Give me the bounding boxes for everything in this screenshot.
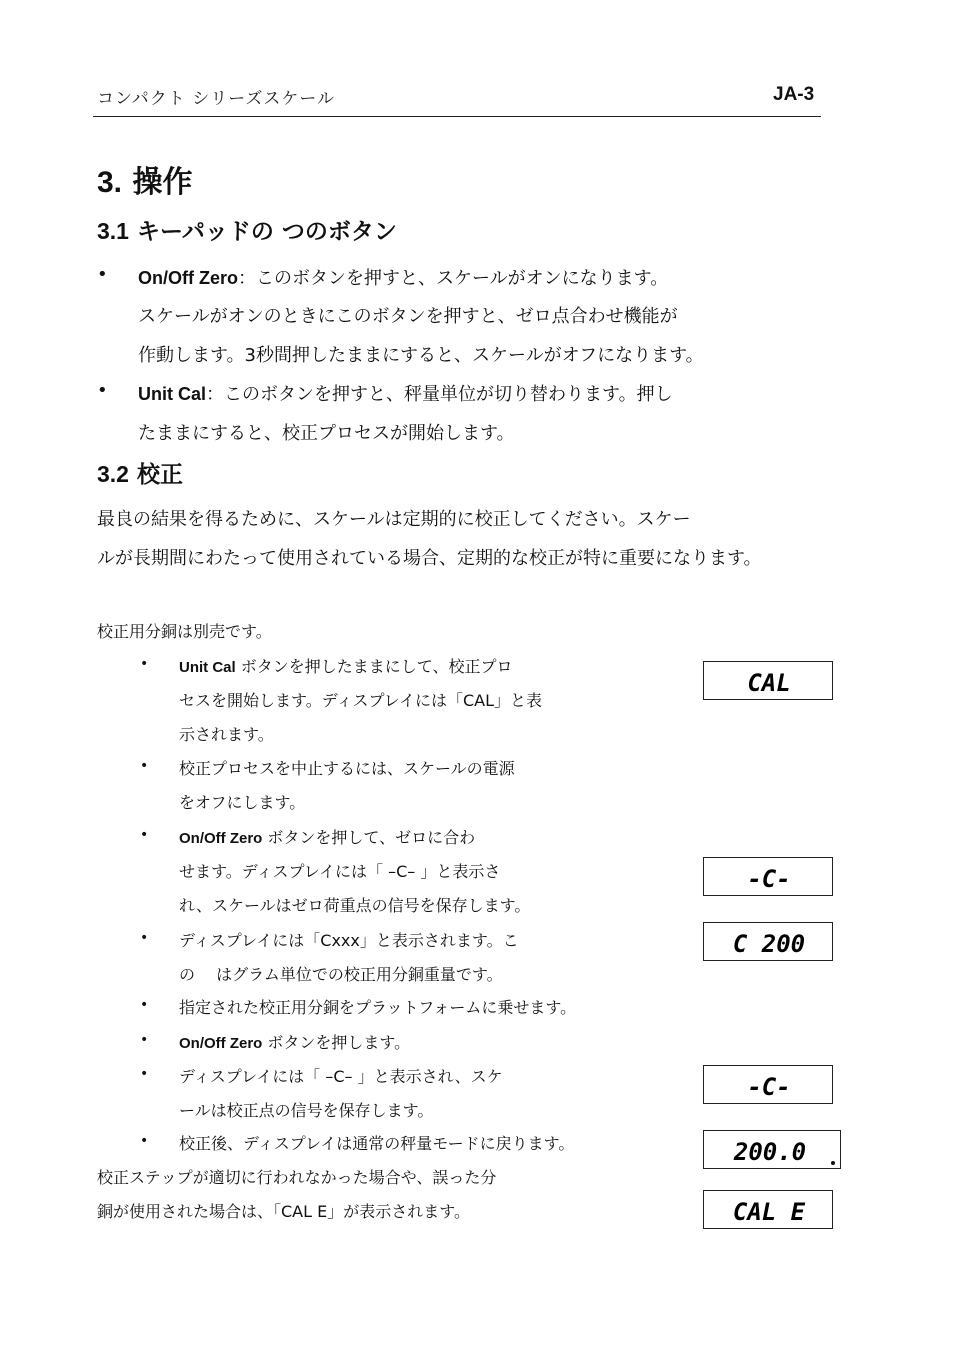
lcd-display-zero — [703, 857, 833, 896]
lcd-readout — [704, 662, 834, 701]
section-31-heading — [97, 213, 397, 246]
step-3-line2: せます。ディスプレイには「 –C– 」と表示さ — [179, 862, 501, 881]
keypad-item-unitcal-line1 — [138, 380, 673, 406]
lcd-text: 200.0 — [733, 1138, 807, 1166]
bullet-dot: • — [140, 997, 149, 1013]
lcd-text: CAL E — [732, 1198, 806, 1226]
step-1-line1 — [179, 654, 512, 677]
key-name: Unit Cal — [179, 659, 236, 676]
step-8-line1: 校正後、ディスプレイは通常の秤量モードに戻ります。 — [179, 1134, 575, 1153]
section-31-title: キーパッドの つのボタン — [137, 219, 397, 245]
bullet-dot: • — [140, 758, 149, 774]
running-header-title: コンパクト シリーズスケール — [97, 89, 336, 109]
section-32-heading — [97, 456, 183, 489]
lcd-display-span — [703, 1065, 833, 1104]
section-32-title: 校正 — [137, 462, 183, 488]
stable-indicator-icon — [831, 1161, 835, 1165]
step-text: ボタンを押して、ゼロに合わ — [262, 828, 476, 847]
lcd-text: -C- — [747, 1073, 791, 1101]
calibration-para-line1: 最良の結果を得るために、スケールは定期的に校正してください。スケー — [97, 509, 691, 530]
bullet-dot: • — [140, 656, 149, 672]
lcd-display-c200 — [703, 922, 833, 961]
bullet-dot: • — [140, 930, 149, 946]
bullet-dot: • — [140, 1066, 149, 1082]
key-name: Unit Cal — [138, 384, 207, 404]
section-3-heading — [97, 157, 192, 201]
lcd-display-weight — [703, 1130, 841, 1169]
keypad-item-onoff-line2: スケールがオンのときにこのボタンを押すと、ゼロ点合わせ機能が — [138, 306, 678, 327]
lcd-display-cal — [703, 661, 833, 700]
keypad-item-onoff-line1 — [138, 264, 668, 290]
step-3-line1 — [179, 825, 475, 848]
error-note-line2: 銅が使用された場合は、「CAL E」が表示されます。 — [97, 1202, 470, 1221]
section-3-title: 操作 — [132, 165, 193, 200]
step-text: ボタンを押します。 — [262, 1033, 411, 1052]
bullet-dot: • — [140, 1032, 149, 1048]
bullet-dot: • — [97, 264, 108, 285]
step-7-line1: ディスプレイには「 –C– 」と表示され、スケ — [179, 1067, 503, 1086]
header-rule — [93, 116, 821, 117]
bullet-dot: • — [140, 1133, 149, 1149]
step-4-line2: の はグラム単位での校正用分銅重量です。 — [179, 965, 503, 984]
step-text: ボタンを押したままにして、校正プロ — [235, 657, 513, 676]
keypad-item-onoff-line3: 作動します。3秒間押したままにすると、スケールがオフになります。 — [138, 345, 704, 366]
lcd-text: CAL — [747, 669, 791, 697]
step-2-line1: 校正プロセスを中止するには、スケールの電源 — [179, 759, 515, 778]
calibration-para-line2: ルが長期間にわたって使用されている場合、定期的な校正が特に重要になります。 — [97, 548, 762, 569]
page-number: JA-3 — [773, 84, 815, 105]
step-4-line1: ディスプレイには「Cxxx」と表示されます。こ — [179, 931, 519, 950]
item-text: ：このボタンを押すと、スケールがオンになります。 — [238, 268, 669, 289]
step-3-line3: れ、スケールはゼロ荷重点の信号を保存します。 — [179, 896, 531, 915]
step-6-line1 — [179, 1030, 410, 1053]
lcd-readout — [704, 1066, 834, 1105]
lcd-display-error — [703, 1190, 833, 1229]
step-2-line2: をオフにします。 — [179, 793, 306, 812]
lcd-readout — [704, 1131, 842, 1170]
step-1-line3: 示されます。 — [179, 725, 274, 744]
lcd-readout — [704, 1191, 834, 1230]
keypad-item-unitcal-line2: たままにすると、校正プロセスが開始します。 — [138, 423, 515, 444]
error-note-line1: 校正ステップが適切に行われなかった場合や、誤った分 — [97, 1168, 497, 1187]
key-name: On/Off Zero — [138, 268, 238, 288]
item-text: ：このボタンを押すと、秤量単位が切り替わります。押し — [206, 384, 673, 405]
section-31-number: 3.1 — [97, 218, 129, 244]
lcd-readout — [704, 923, 834, 962]
key-name: On/Off Zero — [179, 830, 263, 847]
lcd-text: -C- — [747, 865, 791, 893]
key-name: On/Off Zero — [179, 1035, 263, 1052]
bullet-dot: • — [97, 380, 108, 401]
section-3-number: 3. — [97, 166, 123, 199]
lcd-text: C 200 — [732, 930, 806, 958]
step-5-line1: 指定された校正用分銅をプラットフォームに乗せます。 — [179, 998, 577, 1017]
step-1-line2: セスを開始します。ディスプレイには「CAL」と表 — [179, 691, 543, 710]
weights-sold-separately-note: 校正用分銅は別売です。 — [97, 622, 272, 641]
section-32-number: 3.2 — [97, 461, 129, 487]
bullet-dot: • — [140, 827, 149, 843]
step-7-line2: ールは校正点の信号を保存します。 — [179, 1101, 434, 1120]
lcd-readout — [704, 858, 834, 897]
